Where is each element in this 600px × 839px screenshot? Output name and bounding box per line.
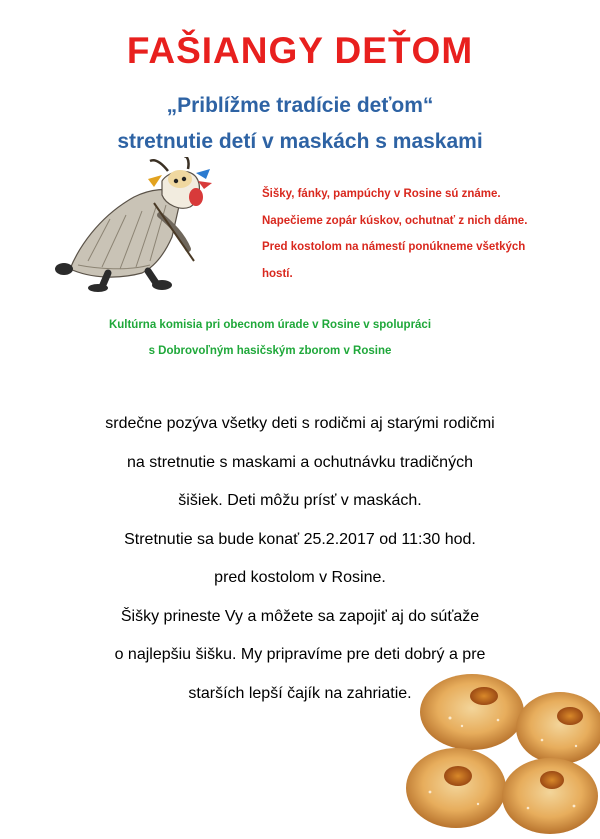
invitation-text (0, 405, 600, 713)
invitation-line: Stretnutie sa bude konať 25.2.2017 od 11:30 hod. (124, 530, 476, 548)
invitation-line: o najlepšiu šišku. My pripravíme pre deti dobrý a pre (114, 646, 486, 663)
subtitle-line-1: „Priblížme tradície deťom“ (166, 94, 434, 117)
goat-mask-illustration (50, 157, 255, 292)
announcement-verse (262, 181, 562, 287)
invitation-line: starších lepší čajík na zahriatie. (188, 684, 412, 702)
announcement-line: Pred kostolom na námestí ponúkneme všetkých (262, 241, 526, 253)
donuts-photo (400, 668, 600, 836)
organizers-line: Kultúrna komisia pri obecnom úrade v Rosine v spolupráci (108, 319, 432, 331)
organizers (0, 312, 540, 364)
invitation-line: srdečne pozýva všetky deti s rodičmi aj starými rodičmi (105, 415, 495, 432)
invitation-line: na stretnutie s maskami a ochutnávku tradičných (127, 453, 473, 471)
invitation-line: Šišky prineste Vy a môžete sa zapojiť aj do súťaže (120, 607, 480, 625)
announcement-line: Napečieme zopár kúskov, ochutnať z nich dáme. (262, 214, 528, 227)
announcement-line: hostí. (262, 267, 293, 280)
invitation-line: pred kostolom v Rosine. (214, 569, 386, 586)
organizers-line: s Dobrovoľným hasičským zborom v Rosine (148, 345, 392, 357)
announcement-line: Šišky, fánky, pampúchy v Rosine sú známe. (262, 188, 501, 200)
subtitle-line-2: stretnutie detí v maskách s maskami (117, 130, 483, 153)
page-title: FAŠIANGY DEŤOM (126, 30, 474, 71)
invitation-line: šišiek. Deti môžu prísť v maskách. (178, 492, 422, 509)
